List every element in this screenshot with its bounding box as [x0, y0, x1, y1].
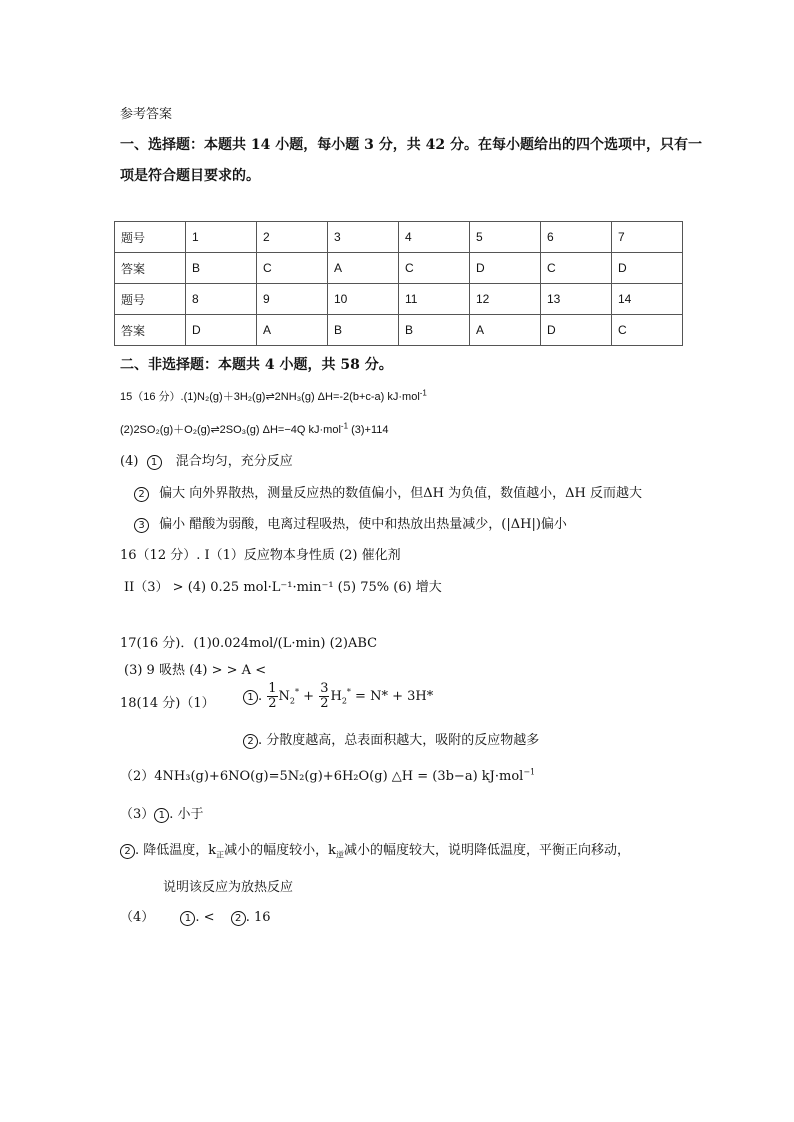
circled-number-icon: 2 [134, 487, 149, 502]
table-cell: B [186, 253, 257, 284]
table-cell: D [541, 315, 612, 346]
circled-number-icon: 2 [231, 911, 246, 926]
q18-eq1: 1 . $\frac{1}{2}$ $N_2^*$ + $\frac{3}{2}$ $H_2^* = N* + 3H*$ [243, 682, 433, 711]
table-cell: 2 [257, 222, 328, 253]
q15-line1 [120, 388, 427, 404]
table-cell: 7 [612, 222, 683, 253]
fraction: $\frac{1}{2}$ [268, 681, 277, 711]
q15-eq1: (1)N₂(g)＋3H₂(g)⇌2NH₃(g) ΔH=-2(b+c-a) kJ·mol [183, 391, 420, 403]
circled-number-icon: 1 [243, 690, 258, 705]
table-cell: 12 [470, 284, 541, 315]
section2-title: 二、非选择题：本题共 4 小题，共 58 分。 [120, 357, 393, 373]
table-cell: C [541, 253, 612, 284]
table-cell: C [399, 253, 470, 284]
q18-prefix: 18(14 分)（1） [120, 696, 215, 711]
q15-part4-label: (4) [120, 454, 139, 469]
table-cell: 13 [541, 284, 612, 315]
table-cell: C [612, 315, 683, 346]
circled-number-icon: 2 [120, 844, 135, 859]
q18-part3-row2: 2 . 降低温度，$k_正$减小的幅度较小，$k_逆$减小的幅度较大，说明降低温度，平衡正向移动， [120, 839, 630, 861]
table-cell: D [186, 315, 257, 346]
table-cell: 答案 [115, 253, 186, 284]
q15-eq2-exp: -1 [340, 421, 349, 431]
q15-prefix: 15（16 分）. [120, 391, 184, 403]
q16-line1: 16（12 分）. I（1）反应物本身性质 (2) 催化剂 [120, 548, 401, 563]
q18-part3-row3: 说明该反应为放热反应 [163, 880, 294, 895]
table-cell: 9 [257, 284, 328, 315]
section1-title-line1: 一、选择题：本题共 14 小题，每小题 3 分，共 42 分。在每小题给出的四个选项中，只有一 [120, 137, 702, 153]
table-cell: 11 [399, 284, 470, 315]
table-row [115, 284, 683, 315]
q15-item3: 偏小 醋酸为弱酸，电离过程吸热，使中和热放出热量减少，(|ΔH|)偏小 [159, 517, 567, 532]
section1-title-line2: 项是符合题目要求的。 [120, 168, 260, 184]
heading: 参考答案 [120, 107, 173, 122]
q15-eq1-exp: -1 [419, 388, 427, 398]
table-row [115, 315, 683, 346]
circled-number-icon: 3 [134, 518, 149, 533]
table-cell: 3 [328, 222, 399, 253]
table-cell: 4 [399, 222, 470, 253]
table-cell: A [328, 253, 399, 284]
table-cell: 6 [541, 222, 612, 253]
table-cell: C [257, 253, 328, 284]
q18-part4: （4） 1 . < 2 . 16 [120, 910, 271, 925]
table-cell: 5 [470, 222, 541, 253]
table-cell: 题号 [115, 284, 186, 315]
q15-item2: 偏大 向外界散热，测量反应热的数值偏小，但ΔH 为负值，数值越小，ΔH 反而越大 [159, 486, 642, 501]
table-cell: 14 [612, 284, 683, 315]
answer-table [114, 221, 683, 346]
table-cell: A [470, 315, 541, 346]
table-cell: 1 [186, 222, 257, 253]
table-cell: B [399, 315, 470, 346]
circled-number-icon: 1 [180, 911, 195, 926]
q16-line2: II（3） > (4) 0.25 mol·L⁻¹·min⁻¹ (5) 75% (6) 增大 [124, 580, 442, 595]
table-cell: A [257, 315, 328, 346]
q15-item3-row [134, 513, 567, 533]
circled-number-icon: 2 [243, 734, 258, 749]
table-row [115, 222, 683, 253]
q15-line2 [120, 421, 389, 437]
q17-line1: 17(16 分)．(1)0.024mol/(L·min) (2)ABC [120, 636, 378, 651]
circled-number-icon: 1 [147, 455, 162, 470]
table-cell: 题号 [115, 222, 186, 253]
q18-part2: （2）4NH₃(g)+6NO(g)=5N₂(g)+6H₂O(g) △H = (3b−a) kJ·mol$^{-1}$ [120, 767, 536, 784]
q15-part3: (3)+114 [348, 424, 389, 436]
q18-part3-row1: （3） 1 . 小于 [120, 807, 204, 822]
q15-item2-row [134, 482, 642, 502]
q18-item2-row: 2 . 分散度越高，总表面积越大，吸附的反应物越多 [243, 729, 539, 749]
table-cell: D [612, 253, 683, 284]
table-cell: B [328, 315, 399, 346]
q15-part4 [120, 450, 293, 470]
fraction: $\frac{3}{2}$ [320, 681, 329, 711]
table-cell: 8 [186, 284, 257, 315]
q17-line2: (3) 9 吸热 (4) > > A < [124, 663, 267, 678]
q15-eq2: (2)2SO₂(g)＋O₂(g)⇌2SO₃(g) ΔH=−4Q kJ·mol [120, 424, 341, 436]
table-cell: D [470, 253, 541, 284]
table-row [115, 253, 683, 284]
circled-number-icon: 1 [154, 808, 169, 823]
table-cell: 10 [328, 284, 399, 315]
q15-item1: 混合均匀，充分反应 [175, 454, 293, 469]
table-cell: 答案 [115, 315, 186, 346]
q18-item2: 分散度越高，总表面积越大，吸附的反应物越多 [266, 733, 540, 748]
